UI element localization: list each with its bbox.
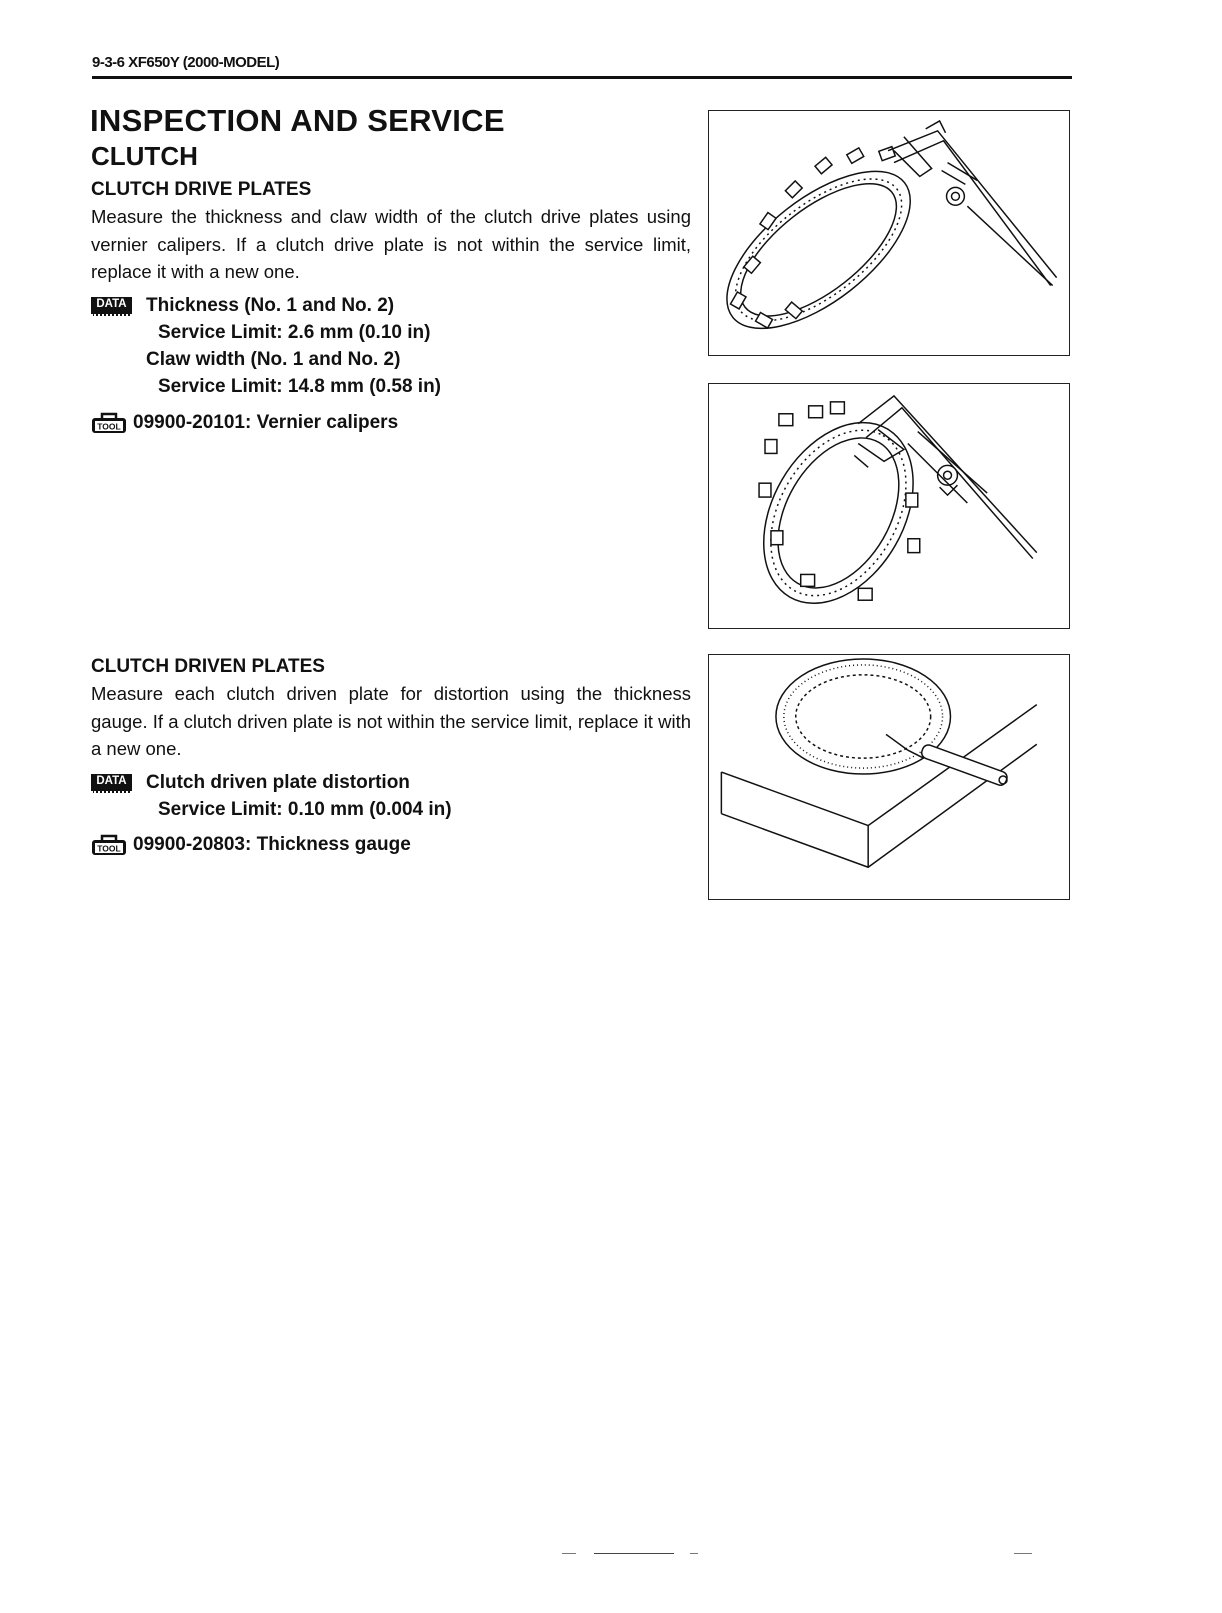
tool-icon-label: TOOL — [97, 421, 121, 432]
scan-artifact — [562, 1553, 576, 1554]
vernier-calipers-tool: 09900-20101: Vernier calipers — [133, 412, 399, 433]
caliper-claw-width-illustration — [709, 384, 1069, 628]
scan-artifact — [1014, 1553, 1032, 1554]
scan-artifact — [594, 1553, 674, 1554]
distortion-service-limit: Service Limit: 0.10 mm (0.004 in) — [158, 799, 452, 820]
drive-plates-text: Measure the thickness and claw width of the clutch drive plates using vernier calipers. If a clutch drive plate is not within the service limit, replace it with a new one. — [91, 206, 691, 282]
thickness-spec-label: Thickness (No. 1 and No. 2) — [146, 295, 395, 316]
section-title: INSPECTION AND SERVICE — [90, 103, 505, 138]
tool-icon — [91, 412, 127, 434]
claw-width-spec-label: Claw width (No. 1 and No. 2) — [146, 349, 401, 370]
caliper-thickness-illustration — [709, 111, 1069, 355]
thickness-service-limit: Service Limit: 2.6 mm (0.10 in) — [158, 322, 431, 343]
page-header — [92, 50, 1072, 79]
distortion-spec-label: Clutch driven plate distortion — [146, 772, 410, 793]
figure-driven-plate-distortion — [708, 654, 1070, 900]
drive-plates-heading: CLUTCH DRIVE PLATES — [91, 179, 312, 200]
driven-plates-heading: CLUTCH DRIVEN PLATES — [91, 656, 325, 677]
figure-drive-plate-claw-width — [708, 383, 1070, 629]
thickness-gauge-tool: 09900-20803: Thickness gauge — [133, 834, 411, 855]
tool-icon-label: TOOL — [97, 843, 121, 854]
scan-artifact — [690, 1553, 698, 1554]
data-icon: DATA — [91, 774, 132, 793]
claw-width-service-limit: Service Limit: 14.8 mm (0.58 in) — [158, 376, 442, 397]
figure-drive-plate-thickness — [708, 110, 1070, 356]
thickness-gauge-illustration — [709, 655, 1069, 899]
section-subtitle: CLUTCH — [91, 141, 198, 171]
tool-icon — [91, 834, 127, 856]
data-icon: DATA — [91, 297, 132, 316]
driven-plates-text: Measure each clutch driven plate for distortion using the thickness gauge. If a clutch driven plate is not within the service limit, replace it with a new one. — [91, 683, 691, 759]
page-reference: 9-3-6 XF650Y (2000-MODEL) — [92, 54, 280, 71]
